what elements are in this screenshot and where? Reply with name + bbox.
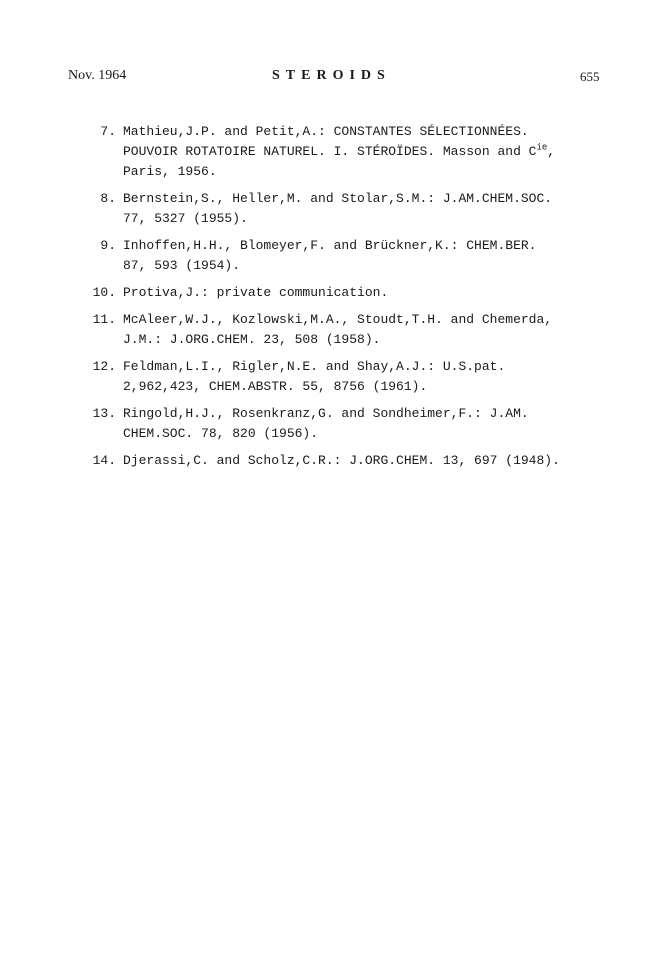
reference-line: McAleer,W.J., Kozlowski,M.A., Stoudt,T.H. and Chemerda,	[123, 312, 553, 327]
reference-line: Mathieu,J.P. and Petit,A.: CONSTANTES SÉLECTIONNÉES.	[123, 124, 529, 139]
superscript-suffix: ,	[547, 144, 556, 159]
reference-line: Feldman,L.I., Rigler,N.E. and Shay,A.J.: U.S.pat.	[123, 359, 506, 374]
reference-line: 77, 5327 (1955).	[123, 211, 248, 226]
reference-10	[0, 283, 637, 303]
reference-8	[0, 189, 637, 229]
page-number: 655	[580, 69, 600, 84]
reference-number: 9.	[100, 238, 116, 253]
reference-number: 10.	[92, 285, 116, 300]
reference-number: 7.	[100, 124, 116, 139]
superscript: ie	[536, 142, 548, 153]
reference-line: 87, 593 (1954).	[123, 258, 241, 273]
issue-date: Nov. 1964	[68, 68, 127, 83]
reference-12	[0, 357, 637, 397]
reference-11	[0, 310, 637, 350]
reference-number: 12.	[92, 359, 116, 374]
reference-line-text: POUVOIR ROTATOIRE NATUREL. I. STÉROÏDES. Masson and C	[123, 144, 537, 159]
reference-7	[0, 122, 637, 182]
reference-line: J.M.: J.ORG.CHEM. 23, 508 (1958).	[123, 332, 381, 347]
running-header	[0, 68, 672, 90]
reference-line: 2,962,423, CHEM.ABSTR. 55, 8756 (1961).	[123, 379, 428, 394]
reference-line: Inhoffen,H.H., Blomeyer,F. and Brückner,K.: CHEM.BER.	[123, 238, 537, 253]
journal-title: STEROIDS	[272, 68, 391, 83]
reference-line: Paris, 1956.	[123, 164, 217, 179]
reference-9	[0, 236, 637, 276]
reference-number: 8.	[100, 191, 116, 206]
reference-line-with-superscript	[117, 142, 637, 162]
reference-14	[0, 451, 637, 471]
reference-line: Djerassi,C. and Scholz,C.R.: J.ORG.CHEM. 13, 697 (1948).	[123, 453, 560, 468]
reference-list	[0, 122, 672, 478]
reference-number: 11.	[92, 312, 116, 327]
reference-number: 13.	[92, 406, 116, 421]
reference-13	[0, 404, 637, 444]
reference-line: Protiva,J.: private communication.	[123, 285, 389, 300]
reference-line: Ringold,H.J., Rosenkranz,G. and Sondheimer,F.: J.AM.	[123, 406, 529, 421]
reference-line: Bernstein,S., Heller,M. and Stolar,S.M.: J.AM.CHEM.SOC.	[123, 191, 553, 206]
reference-number: 14.	[92, 453, 116, 468]
reference-line: CHEM.SOC. 78, 820 (1956).	[123, 426, 319, 441]
